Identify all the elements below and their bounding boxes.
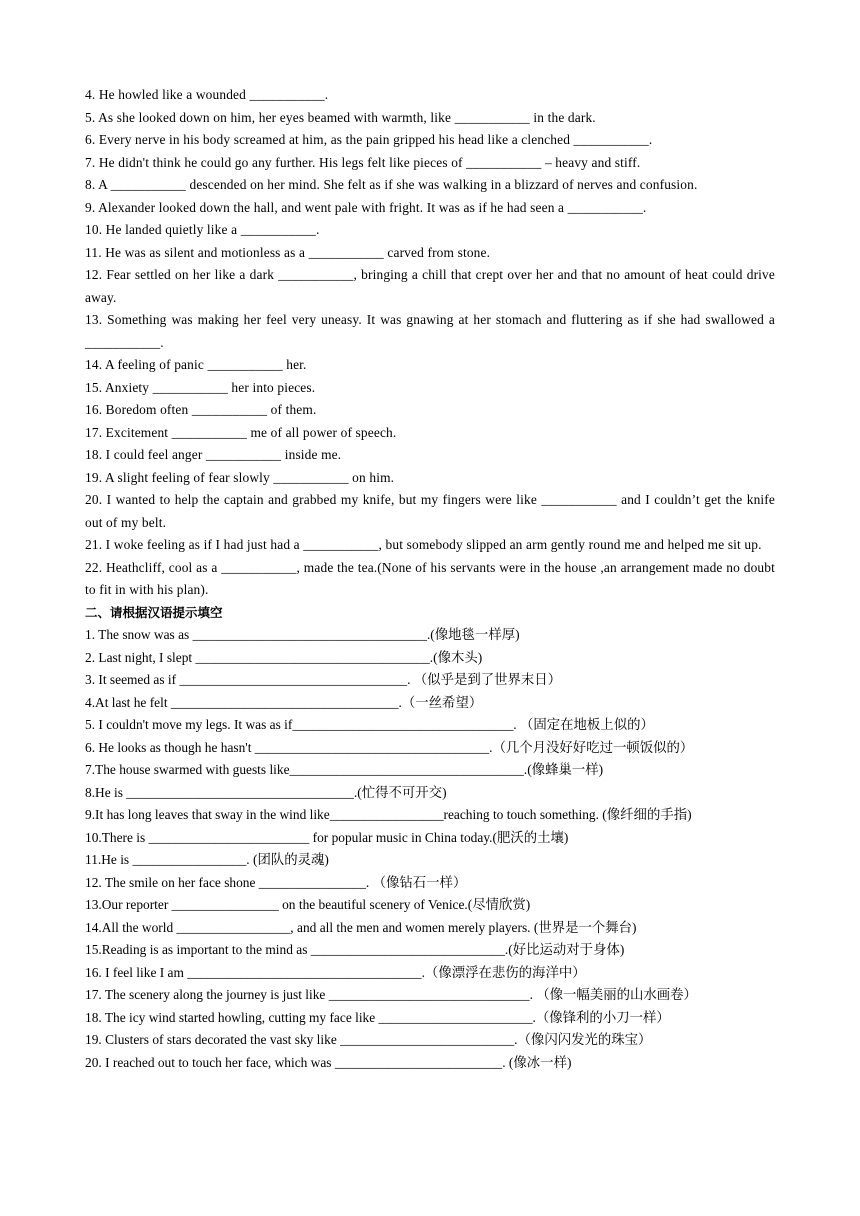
exercise-item: 16. I feel like I am ___________________________________.（像漂浮在悲伤的海洋中） [85, 964, 586, 980]
exercise-item: 22. Heathcliff, cool as a ___________, made the tea.(None of his servants were in the house ,an arrangement made no doubt to fit in with his plan). [85, 559, 775, 597]
exercise-item: 12. Fear settled on her like a dark ___________, bringing a chill that crept over her and that no amount of heat could drive away. [85, 267, 775, 305]
exercise-item: 19. Clusters of stars decorated the vast sky like __________________________.（像闪闪发光的珠宝） [85, 1032, 652, 1047]
exercise-item: 18. I could feel anger ___________ inside me. [85, 447, 342, 462]
exercise-item: 9. Alexander looked down the hall, and went pale with fright. It was as if he had seen a ___________. [85, 199, 647, 215]
exercise-item: 1. The snow was as ___________________________________.(像地毯一样厚) [85, 627, 520, 642]
exercise-item: 15. Anxiety ___________ her into pieces. [85, 379, 316, 395]
exercise-item: 3. It seemed as if __________________________________. （似乎是到了世界末日） [85, 672, 562, 687]
simile-exercise-part1 [85, 84, 775, 602]
exercise-item: 18. The icy wind started howling, cutting my face like _______________________.（像锋利的小刀一样） [85, 1009, 670, 1025]
exercise-item: 14.All the world _________________, and all the men and women merely players. (世界是一个舞台) [85, 919, 637, 935]
exercise-item: 7. He didn't think he could go any further. His legs felt like pieces of ___________ – heavy and stiff. [85, 154, 641, 170]
exercise-item: 15.Reading is as important to the mind as _____________________________.(好比运动对于身体) [85, 942, 625, 957]
worksheet-page [85, 84, 775, 1074]
exercise-item: 20. I reached out to touch her face, which was _________________________. (像冰一样) [85, 1054, 572, 1070]
exercise-item: 8.He is __________________________________.(忙得不可开交) [85, 784, 447, 800]
exercise-item: 9.It has long leaves that sway in the wind like_________________reaching to touch something. (像纤细的手指) [85, 807, 692, 822]
exercise-item: 10.There is ________________________ for popular music in China today.(肥沃的土壤) [85, 829, 569, 845]
exercise-item: 8. A ___________ descended on her mind. She felt as if she was walking in a blizzard of nerves and confusion. [85, 177, 698, 192]
exercise-item: 17. Excitement ___________ me of all power of speech. [85, 424, 397, 440]
exercise-item: 6. He looks as though he hasn't ___________________________________.（几个月没好好吃过一顿饭似的） [85, 739, 694, 755]
exercise-item: 13.Our reporter ________________ on the beautiful scenery of Venice.(尽情欣赏) [85, 897, 531, 912]
chinese-hint-exercise-part2 [85, 624, 775, 1074]
exercise-item: 11. He was as silent and motionless as a ___________ carved from stone. [85, 244, 491, 260]
exercise-item: 19. A slight feeling of fear slowly ___________ on him. [85, 469, 395, 485]
exercise-item: 13. Something was making her feel very uneasy. It was gnawing at her stomach and fluttering as if she had swallowed a ___________. [85, 312, 775, 350]
exercise-item: 16. Boredom often ___________ of them. [85, 402, 317, 417]
exercise-item: 4.At last he felt __________________________________.（一丝希望） [85, 694, 483, 710]
exercise-item: 5. As she looked down on him, her eyes beamed with warmth, like ___________ in the dark. [85, 109, 596, 125]
exercise-item: 10. He landed quietly like a ___________. [85, 222, 320, 237]
exercise-item: 14. A feeling of panic ___________ her. [85, 357, 307, 372]
section-title: 二、请根据汉语提示填空 [85, 604, 223, 620]
exercise-item: 2. Last night, I slept ___________________________________.(像木头) [85, 649, 483, 665]
exercise-item: 12. The smile on her face shone ________________. （像钻石一样） [85, 874, 467, 890]
exercise-item: 17. The scenery along the journey is just like ______________________________. （像一幅美丽的山水画卷） [85, 987, 697, 1002]
exercise-item: 7.The house swarmed with guests like___________________________________.(像蜂巢一样) [85, 762, 604, 777]
exercise-item: 6. Every nerve in his body screamed at him, as the pain gripped his head like a clenched ___________. [85, 132, 653, 147]
exercise-item: 11.He is _________________. (团队的灵魂) [85, 852, 329, 867]
exercise-item: 4. He howled like a wounded ___________. [85, 87, 329, 102]
exercise-item: 20. I wanted to help the captain and grabbed my knife, but my fingers were like ___________ and I couldn’t get the knife out of my belt. [85, 492, 775, 530]
exercise-item: 21. I woke feeling as if I had just had a ___________, but somebody slipped an arm gently round me and helped me sit up. [85, 537, 762, 552]
exercise-item: 5. I couldn't move my legs. It was as if_________________________________. （固定在地板上似的） [85, 717, 654, 732]
